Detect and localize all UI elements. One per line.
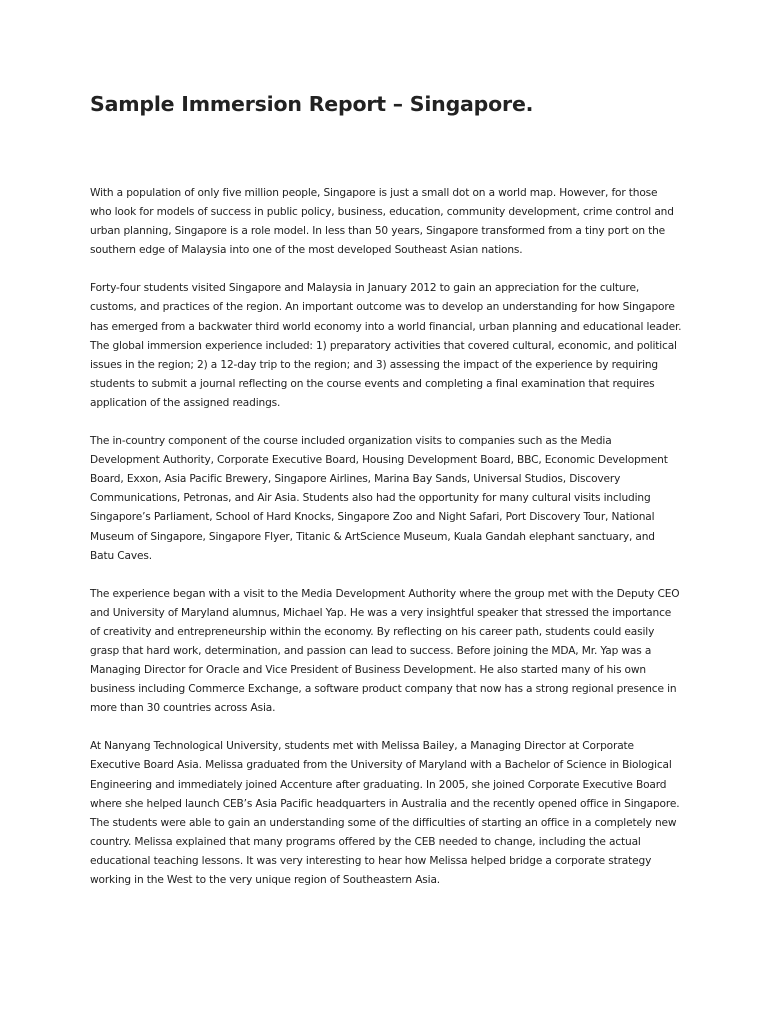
paragraph-intro: With a population of only five million people, Singapore is just a small dot on a world map. However, for those who look for models of success in public policy, business, education, community development, crime control and urban planning, Singapore is a role model. In less than 50 years, Singapore transformed from a tiny port on the southern edge of Malaysia into one of the most developed Southeast Asian nations. <box>90 187 674 257</box>
paragraph-in-country-component: The in-country component of the course included organization visits to companies such as the Media Development Authority, Corporate Executive Board, Housing Development Board, BBC, Economic Development Board, Exxon, Asia Pacific Brewery, Singapore Airlines, Marina Bay Sands, Universal Studios, Discovery Communications, Petronas, and Air Asia. Students also had the opportunity for many cultural visits including Singapore’s Parliament, School of Hard Knocks, Singapore Zoo and Night Safari, Port Discovery Tour, National Museum of Singapore, Singapore Flyer, Titanic & ArtScience Museum, Kuala Gandah elephant sanctuary, and Batu Caves. <box>90 435 668 562</box>
document-title: Sample Immersion Report – Singapore. <box>90 92 534 116</box>
paragraph-trip-overview: Forty-four students visited Singapore and Malaysia in January 2012 to gain an appreciation for the culture, customs, and practices of the region. An important outcome was to develop an understanding for how Singapore has emerged from a backwater third world economy into a world financial, urban planning and educational leader. The global immersion experience included: 1) preparatory activities that covered cultural, economic, and political issues in the region; 2) a 12-day trip to the region; and 3) assessing the impact of the experience by requiring students to submit a journal reflecting on the course events and completing a final examination that requires application of the assigned readings. <box>90 282 682 409</box>
paragraph-nanyang-visit: At Nanyang Technological University, students met with Melissa Bailey, a Managing Director at Corporate Executive Board Asia. Melissa graduated from the University of Maryland with a Bachelor of Science in Biological Engineering and immediately joined Accenture after graduating. In 2005, she joined Corporate Executive Board where she helped launch CEB’s Asia Pacific headquarters in Australia and the recently opened office in Singapore. The students were able to gain an understanding some of the difficulties of starting an office in a completely new country. Melissa explained that many programs offered by the CEB needed to change, including the actual educational teaching lessons. It was very interesting to hear how Melissa helped bridge a corporate strategy working in the West to the very unique region of Southeastern Asia. <box>90 740 680 886</box>
document-body <box>90 184 682 909</box>
paragraph-media-development-authority: The experience began with a visit to the Media Development Authority where the group met with the Deputy CEO and University of Maryland alumnus, Michael Yap. He was a very insightful speaker that stressed the importance of creativity and entrepreneurship within the economy. By reflecting on his career path, students could easily grasp that hard work, determination, and passion can lead to success. Before joining the MDA, Mr. Yap was a Managing Director for Oracle and Vice President of Business Development. He also started many of his own business including Commerce Exchange, a software product company that now has a strong regional presence in more than 30 countries across Asia. <box>90 587 680 715</box>
